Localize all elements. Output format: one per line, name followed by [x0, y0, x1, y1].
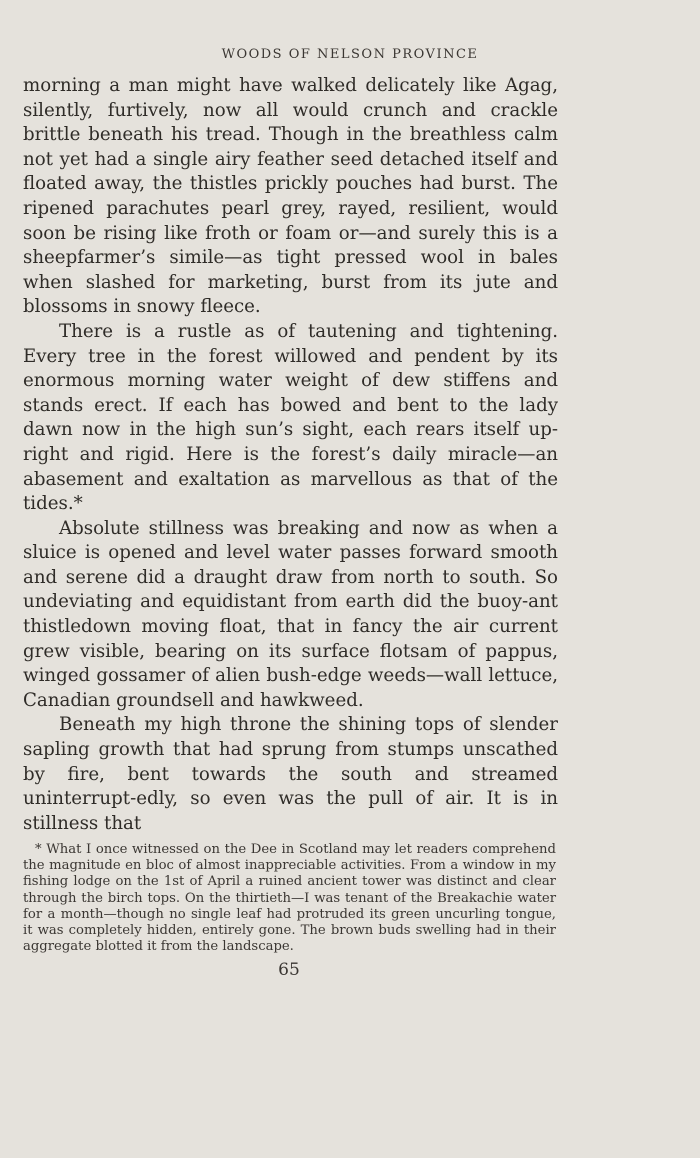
running-head: WOODS OF NELSON PROVINCE — [221, 47, 479, 62]
paragraph: There is a rustle as of tautening and tightening. Every tree in the forest willowed and pendent by its enormous morning water weight of dew stiffens and stands erect. If each has bowed and bent to the lady dawn now in the high sun’s sight, each rears itself up-right and rigid. Here is the forest’s daily miracle—an abasement and exaltation as marvellous as that of the tides.* — [23, 320, 558, 515]
paragraph: Beneath my high throne the shining tops of slender sapling growth that had sprung from stumps unscathed by fire, bent towards the south and streamed uninterrupt-edly, so even was the pull of air. It is in stillness that — [23, 714, 558, 834]
paragraph: Absolute stillness was breaking and now as when a sluice is opened and level water passes forward smooth and serene did a draught draw from north to south. So undeviating and equidistant from earth did the buoy-ant thistledown moving float, that in fancy the air current grew visible, bearing on its surface flotsam of pappus, winged gossamer of alien bush-edge weeds—wall lettuce, Canadian groundsell and hawkweed. — [23, 517, 558, 711]
body-text — [23, 74, 558, 836]
footnote — [23, 842, 556, 955]
page-number: 65 — [278, 960, 300, 980]
paragraph: morning a man might have walked delicately like Agag, silently, furtively, now all would crunch and crackle brittle beneath his tread. Though in the breathless calm not yet had a single airy feather seed detached itself and floated away, the thistles prickly pouches had burst. The ripened parachutes pearl grey, rayed, resilient, would soon be rising like froth or foam or—and surely this is a sheepfarmer’s simile—as tight pressed wool in bales when slashed for marketing, burst from its jute and blossoms in snowy fleece. — [23, 75, 558, 318]
footnote-text: * What I once witnessed on the Dee in Scotland may let readers comprehend the magnitude en bloc of almost inappreciable activities. From a window in my fishing lodge on the 1st of April a ruined ancient tower was distinct and clear through the birch tops. On the thirtieth—I was tenant of the Breakachie water for a month—though no single leaf had protruded its green uncurling tongue, it was completely hidden, entirely gone. The brown buds swelling had in their aggregate blotted it from the landscape. — [23, 842, 556, 955]
